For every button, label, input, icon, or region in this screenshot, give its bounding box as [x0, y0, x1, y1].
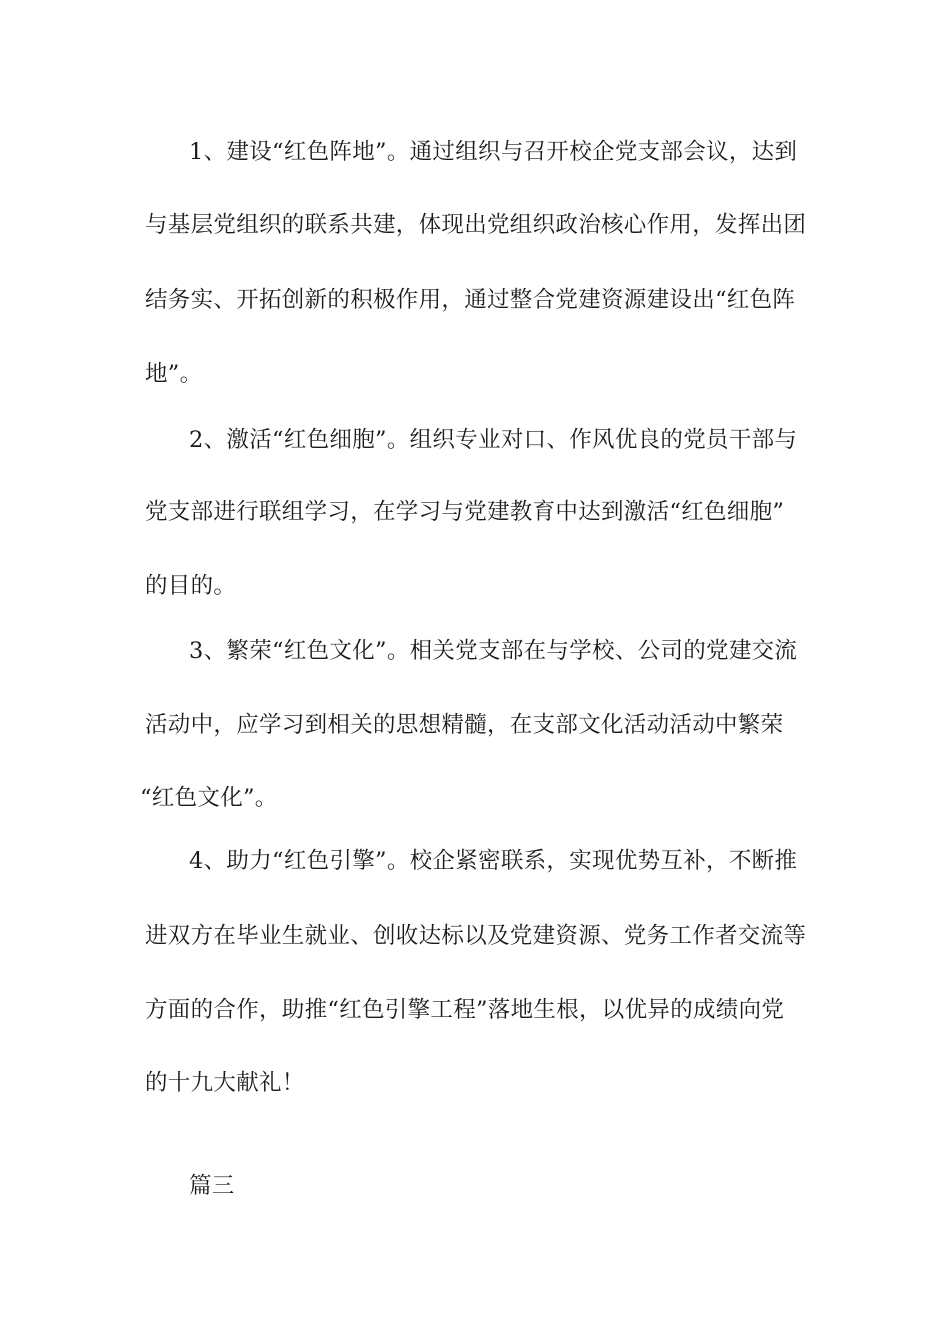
paragraph-line: 地”。 [145, 361, 203, 387]
paragraph-line: 活动中，应学习到相关的思想精髓，在支部文化活动活动中繁荣 [145, 712, 784, 738]
section-heading: 篇三 [189, 1173, 235, 1199]
paragraph-line: 4、助力“红色引擎”。校企紧密联系，实现优势互补，不断推 [189, 848, 798, 874]
paragraph-line: 进双方在毕业生就业、创收达标以及党建资源、党务工作者交流等 [145, 923, 807, 949]
paragraph-line: 3、繁荣“红色文化”。相关党支部在与学校、公司的党建交流 [189, 638, 798, 664]
paragraph-line: 与基层党组织的联系共建，体现出党组织政治核心作用，发挥出团 [145, 212, 807, 238]
paragraph-line: 的十九大献礼！ [145, 1070, 305, 1096]
paragraph-line: “红色文化”。 [140, 785, 278, 811]
paragraph-line: 2、激活“红色细胞”。组织专业对口、作风优良的党员干部与 [189, 427, 798, 453]
paragraph-line: 方面的合作，助推“红色引擎工程”落地生根，以优异的成绩向党 [145, 997, 785, 1023]
paragraph-line: 结务实、开拓创新的积极作用，通过整合党建资源建设出“红色阵 [145, 287, 796, 313]
paragraph-line: 的目的。 [145, 573, 237, 599]
paragraph-line: 1、建设“红色阵地”。通过组织与召开校企党支部会议，达到 [189, 139, 798, 165]
paragraph-line: 党支部进行联组学习，在学习与党建教育中达到激活“红色细胞” [145, 499, 785, 525]
